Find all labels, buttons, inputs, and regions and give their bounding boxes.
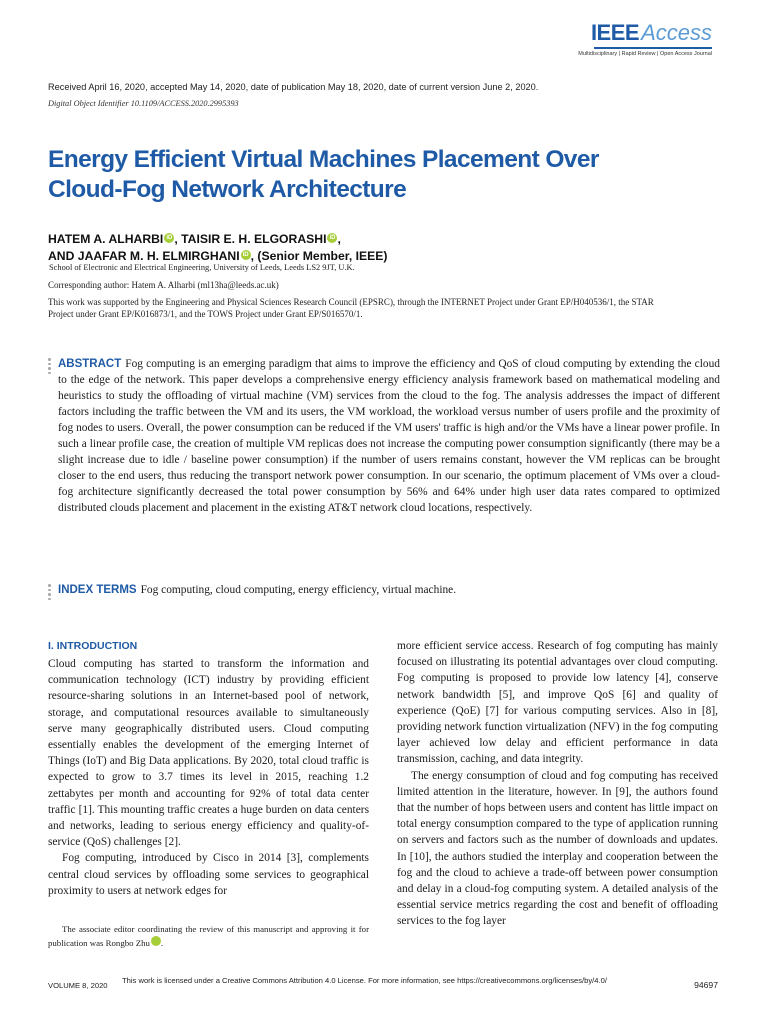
paragraph: Fog computing, introduced by Cisco in 2014 [3], complements central cloud services by offloading some services to geographical proximity to users at network edges for — [48, 852, 369, 897]
editor-footnote — [48, 922, 369, 950]
author-1: HATEM A. ALHARBI — [48, 232, 164, 246]
footnote-text: The associate editor coordinating the review of this manuscript and approving it for publication was Rongbo Zhu — [48, 924, 369, 948]
author-3: AND JAAFAR M. H. ELMIRGHANI — [48, 249, 240, 263]
paragraph: more efficient service access. Research of fog computing has mainly focused on illustrating its potential advantages over cloud computing. Fog computing is proposed to provide low latency [4], conserve network bandwidth [5], and improve QoS [6] and quality of experience (QoE) [7] for various computing services. Also in [8], providing network function virtualization (NFV) in the fog computing layer achieved low delay and efficient performance in data transmission, caching, and data integrity. — [397, 640, 718, 766]
footnote-end: . — [160, 938, 164, 948]
paragraph: The energy consumption of cloud and fog computing has received limited attention in the literature, however. In [9], the authors found that the number of hops between users and content has little impact on total energy consumption compared to the type of application running on servers and factors such as the number of downloads and updates. In [10], the authors studied the interplay and cooperation between the fog and the cloud to achieve a trade-off between power consumption and delay in a cloud-fog computing system. A detailed analysis of the essential service metrics regarding the cost and benefit of offloading services to the fog layer — [397, 769, 718, 928]
orcid-icon[interactable]: iD — [151, 936, 161, 946]
license-note: This work is licensed under a Creative Commons Attribution 4.0 License. For more information, see https://creativecommons.org/licenses/by/4.0/ — [122, 976, 607, 985]
author-3-suffix: , (Senior Member, IEEE) — [250, 249, 388, 263]
author-2-end: , — [337, 232, 341, 246]
orcid-icon[interactable]: iD — [166, 235, 173, 241]
volume-label: VOLUME 8, 2020 — [48, 981, 108, 990]
logo-tagline: Multidisciplinary | Rapid Review | Open Access Journal — [578, 51, 712, 57]
logo-access: Access — [641, 20, 712, 45]
paragraph: Cloud computing has started to transform the information and communication technology (ICT) industry by providing efficient resource-sharing solutions in an Internet-based pool of network, storage, and computational resources available to simultaneously serve many geographically distributed users. Cloud computing essentially enables the development of the emerging Internet of Things (IoT) and Big Data applications. By 2020, total cloud traffic is expected to grow to 3.7 times its level in 2015, reaching 1.2 zettabytes per month and accounting for 92% of total data center traffic [1]. This mounting traffic creates a huge burden on data centers and networks, leading to serious energy efficiency and quality-of-service (QoS) challenges [2]. — [48, 658, 369, 849]
body-column-left — [48, 638, 369, 899]
paper-title — [48, 145, 688, 205]
author-list — [48, 231, 708, 265]
index-terms-block — [48, 582, 728, 598]
title-line-1: Energy Efficient Virtual Machines Placement Over — [48, 146, 599, 173]
orcid-icon[interactable]: iD — [329, 235, 336, 241]
section-marker-icon — [48, 584, 52, 602]
abstract-label: ABSTRACT — [58, 358, 122, 370]
logo-rule — [594, 47, 712, 49]
logo-ieee: IEEE — [590, 20, 640, 45]
author-2: , TAISIR E. H. ELGORASHI — [174, 232, 327, 246]
page-number: 94697 — [694, 980, 718, 990]
index-terms-label: INDEX TERMS — [58, 584, 137, 596]
abstract-text: Fog computing is an emerging paradigm that aims to improve the efficiency and QoS of cloud computing by extending the cloud to the edge of the network. This paper develops a comprehensive energy efficiency analysis framework based on mathematical modeling and heuristics to study the offloading of virtual machine (VM) services from the cloud to the fog. The analysis addresses the impact of different factors including the traffic between the VM and its users, the VM workload, the workload versus number of users profile and the proximity of fog nodes to users. Overall, the power consumption can be reduced if the VM users' traffic is high and/or the VMs have a linear power profile. In such a linear profile case, the creation of multiple VM replicas does not increase the computing power consumption significantly (there may be a slight increase due to idle / baseline power consumption) if the number of users remains constant, however the VM replicas can be brought closer to the end users, thus reducing the transport network power consumption. In our scenario, the optimum placement of VMs over a cloud-fog architecture significantly decreased the total power consumption by 56% and 64% under high user data rates compared to optimized distributed clouds placement and placement in the existing AT&T network cloud locations, respectively. — [58, 358, 720, 514]
abstract-block — [48, 356, 720, 516]
journal-logo — [578, 20, 712, 57]
orcid-icon[interactable]: iD — [242, 252, 249, 258]
title-line-2: Cloud-Fog Network Architecture — [48, 176, 407, 203]
funding-statement: This work was supported by the Engineering and Physical Sciences Research Council (EPSRC), through the INTERNET Project under Grant EP/H040536/1, the STAR Project under Grant EP/K016873/1, and the TOWS Project under Grant EP/S016570/1. — [48, 297, 654, 319]
section-marker-icon — [48, 358, 52, 376]
section-heading: I. INTRODUCTION — [48, 640, 138, 652]
body-column-right — [397, 638, 718, 930]
index-terms-text: Fog computing, cloud computing, energy efficiency, virtual machine. — [140, 584, 457, 596]
doi[interactable]: Digital Object Identifier 10.1109/ACCESS.2020.2995393 — [48, 99, 239, 108]
received-dates: Received April 16, 2020, accepted May 14, 2020, date of publication May 18, 2020, date of current version June 2, 2020. — [48, 82, 539, 92]
affiliation: School of Electronic and Electrical Engineering, University of Leeds, Leeds LS2 9JT, U.K. — [49, 263, 355, 272]
corresponding-author: Corresponding author: Hatem A. Alharbi (ml13ha@leeds.ac.uk) — [48, 280, 279, 290]
